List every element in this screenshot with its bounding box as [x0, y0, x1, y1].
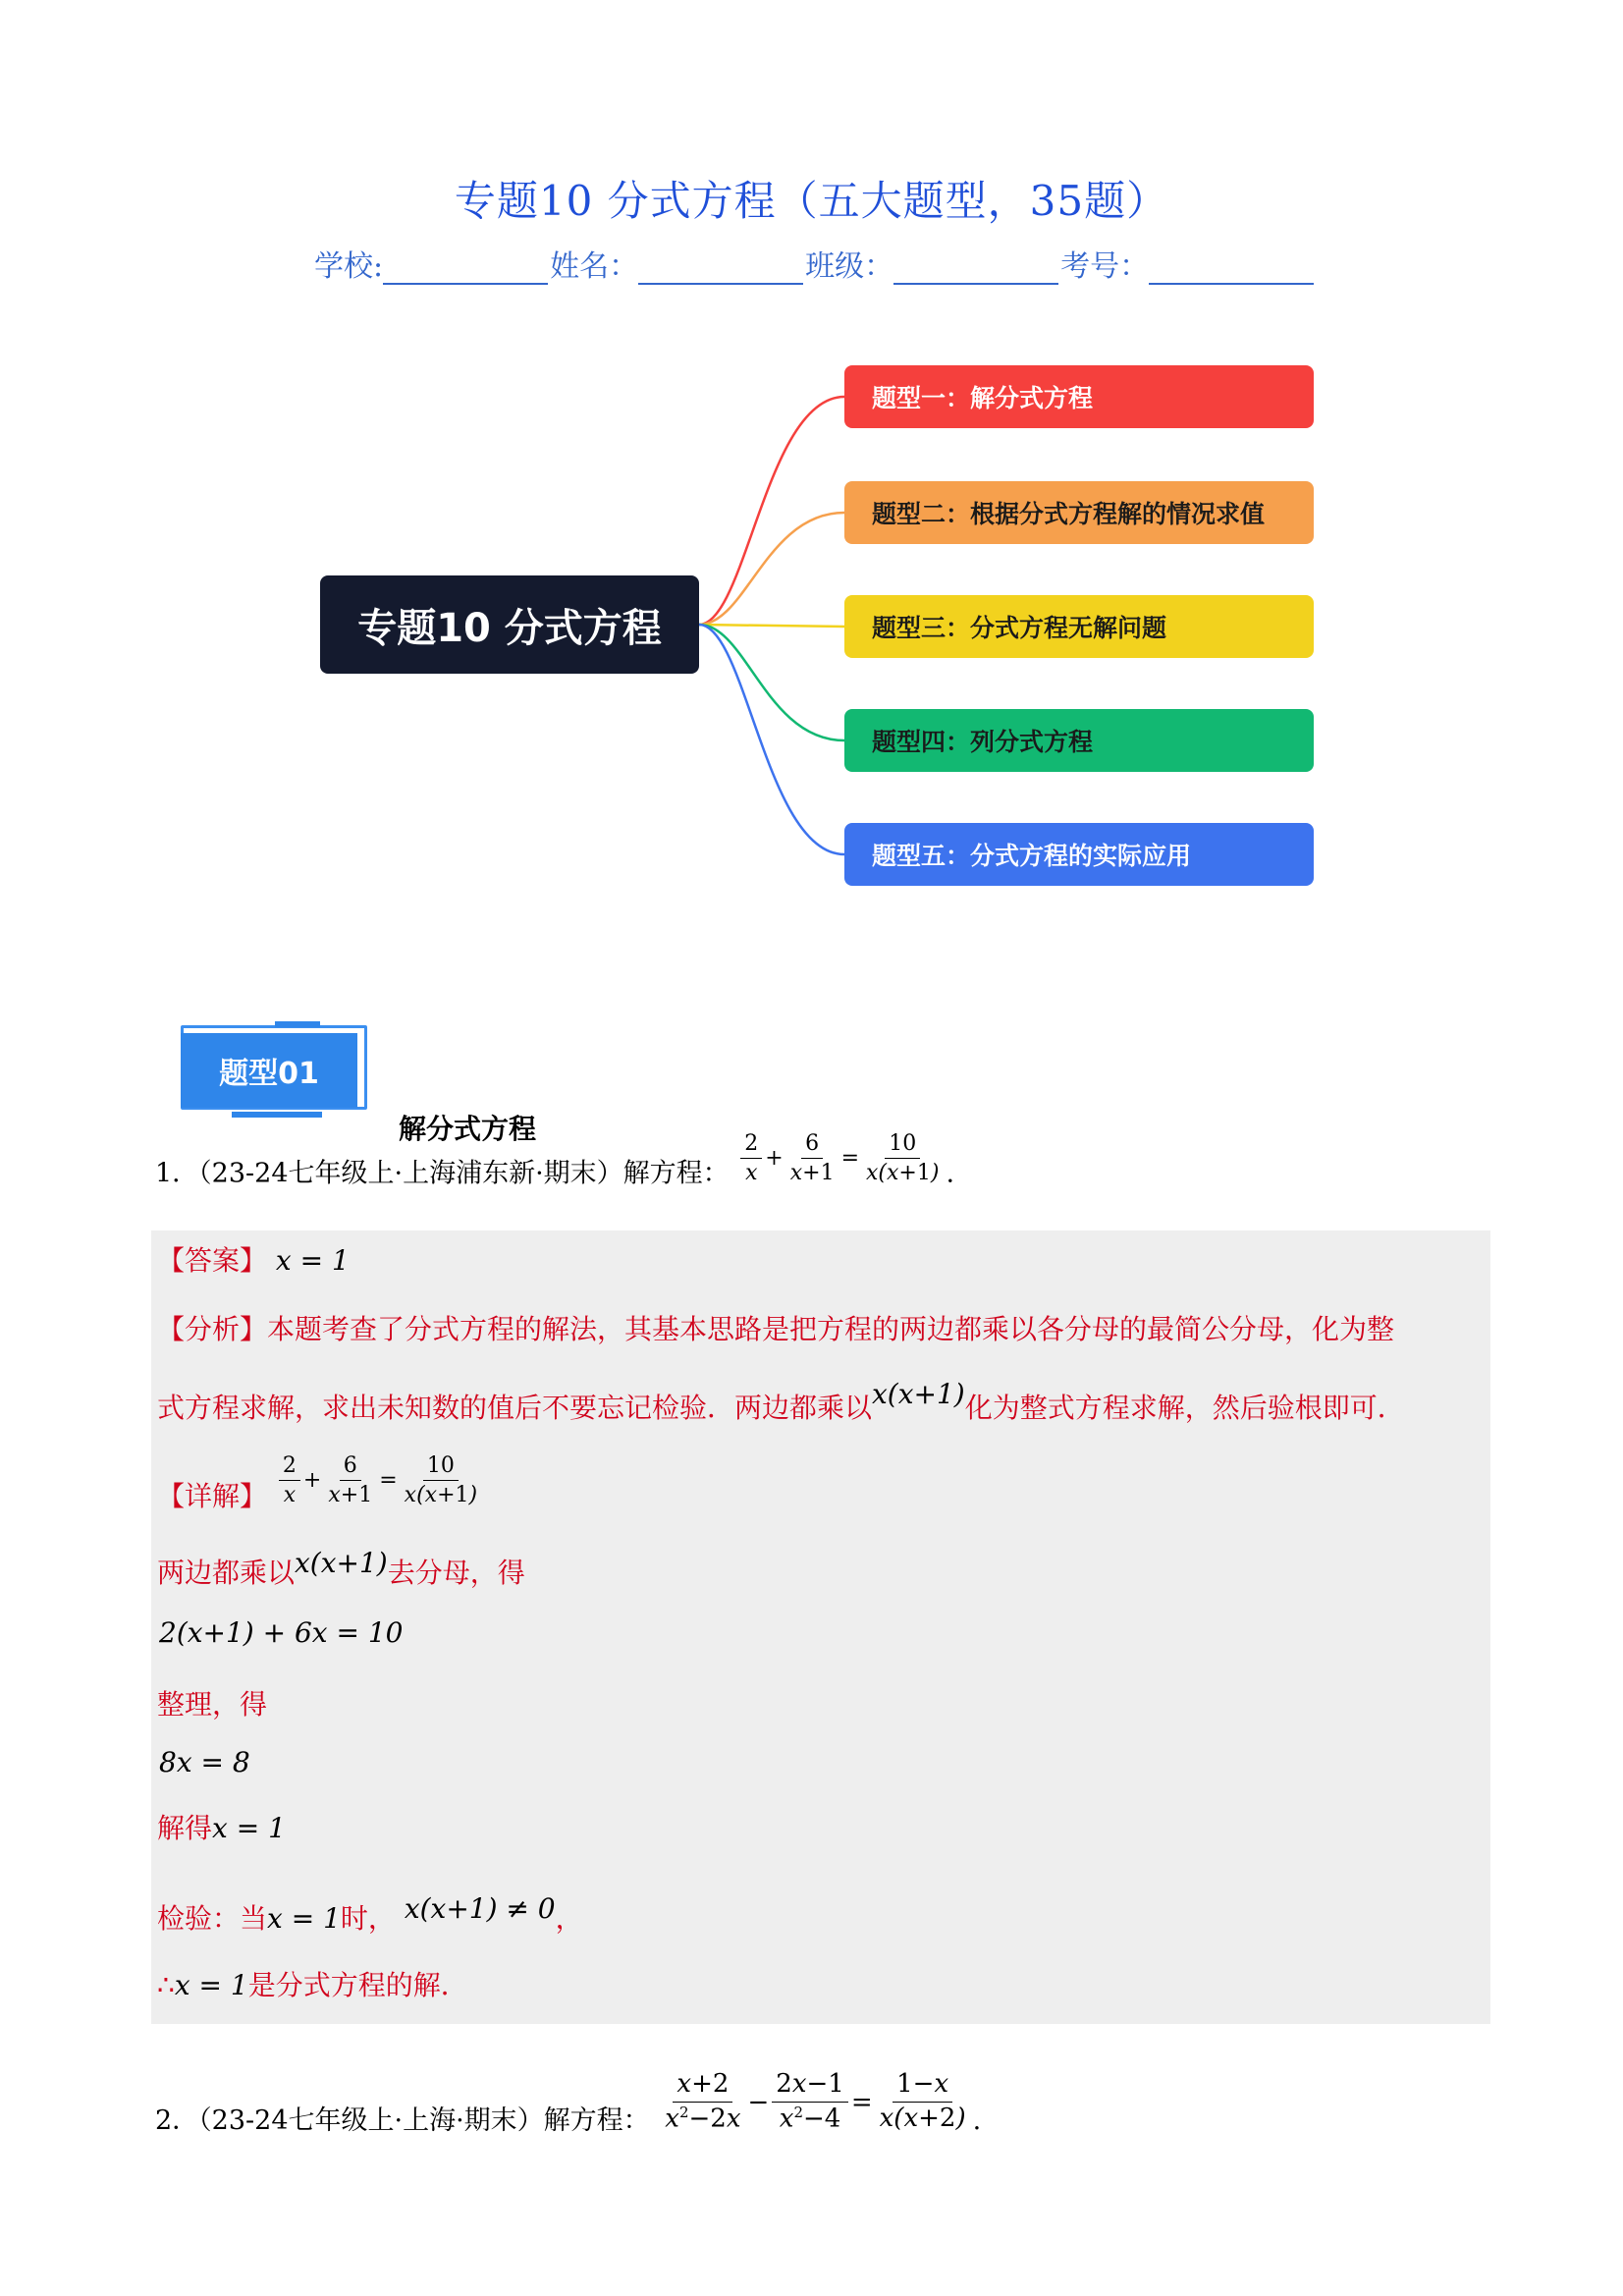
page-title: 专题10 分式方程（五大题型，35题） [454, 177, 1169, 225]
analysis-text-2b: 化为整式方程求解，然后验根即可． [964, 1392, 1405, 1424]
detail-tag: 【详解】 [157, 1480, 268, 1513]
detail-line [157, 1453, 484, 1513]
conclusion-text: 是分式方程的解． [247, 1969, 468, 2001]
question-1 [155, 1131, 955, 1202]
step-5 [157, 1807, 286, 1846]
analysis-math: x(x+1) [872, 1378, 965, 1410]
step-1-text-b: 去分母，得 [387, 1557, 525, 1589]
connector-5 [699, 625, 844, 854]
analysis-tag: 【分析】 [157, 1313, 268, 1345]
badge-accent-top [275, 1021, 320, 1027]
question-1-equation: $\frac{2}{x}$ + $\frac{6}{x+1}$ = $\frac{10}{x(x+1)}$ [737, 1131, 946, 1186]
analysis-line-1 [157, 1308, 1394, 1347]
check-text-a: 检验：当 [157, 1902, 268, 1935]
step-5-text: 解得 [157, 1812, 213, 1844]
conclusion-line [157, 1964, 468, 2003]
analysis-text-2a: 式方程求解，求出未知数的值后不要忘记检验．两边都乘以 [157, 1392, 873, 1424]
check-text-b: 时， [340, 1902, 396, 1935]
name-label: 姓名： [550, 249, 639, 284]
question-2-equation: $\frac{x+2}{x^2-2x}$ − $\frac{2x-1}{x^2-4}$ = $\frac{1-x}{x(x+2)}$ [665, 2069, 966, 2134]
question-2-suffix: . [972, 2105, 982, 2137]
connector-1 [699, 397, 844, 625]
mindmap-branch-5: 题型五：分式方程的实际应用 [844, 823, 1314, 886]
section-heading: 解分式方程 [399, 1113, 537, 1145]
class-label: 班级： [805, 249, 894, 284]
conclusion-math: x = 1 [174, 1969, 248, 2001]
detail-equation: $\frac{2}{x}$ + $\frac{6}{x+1}$ = $\frac{10}{x(x+1)}$ [276, 1453, 484, 1508]
answer-line [157, 1239, 350, 1279]
mindmap-branch-3: 题型三：分式方程无解问题 [844, 595, 1314, 658]
analysis-line-2 [157, 1378, 1405, 1426]
mindmap-branch-1: 题型一：解分式方程 [844, 365, 1314, 428]
mindmap-branch-4: 题型四：列分式方程 [844, 709, 1314, 772]
question-1-prefix: 1．（23-24七年级上·上海浦东新·期末）解方程： [155, 1158, 730, 1189]
check-line [157, 1892, 583, 1937]
step-1 [157, 1547, 525, 1591]
connector-3 [699, 625, 844, 627]
exam-number-label: 考号： [1060, 249, 1150, 284]
step-1-text-a: 两边都乘以 [157, 1557, 296, 1589]
step-1-math: x(x+1) [295, 1547, 388, 1579]
mindmap-connectors [0, 0, 1623, 982]
analysis-text-1: 本题考查了分式方程的解法，其基本思路是把方程的两边都乘以各分母的最简公分母，化为整 [267, 1313, 1395, 1345]
answer-tag: 【答案】 [157, 1244, 268, 1277]
question-1-suffix: . [946, 1158, 955, 1189]
step-2-equation: 2(x+1) + 6x = 10 [159, 1616, 404, 1649]
section-badge [173, 1025, 373, 1118]
mindmap-branch-2: 题型二：根据分式方程解的情况求值 [844, 481, 1314, 544]
check-math-2: x(x+1) ≠ 0 [404, 1892, 556, 1925]
mindmap-root: 专题10 分式方程 [320, 575, 699, 674]
step-4-equation: 8x = 8 [159, 1746, 250, 1778]
step-3: 整理，得 [157, 1688, 268, 1721]
check-math-1: x = 1 [267, 1902, 341, 1935]
therefore-symbol: ∴ [157, 1969, 175, 2001]
question-2-prefix: 2．（23-24七年级上·上海·期末）解方程： [155, 2105, 650, 2137]
badge-label: 题型01 [181, 1033, 357, 1108]
answer-value: x = 1 [275, 1244, 350, 1277]
question-2 [155, 2069, 982, 2154]
badge-accent-bottom [232, 1112, 322, 1118]
school-label: 学校: [314, 249, 384, 284]
check-text-c: ， [555, 1902, 583, 1935]
step-5-math: x = 1 [212, 1812, 286, 1844]
